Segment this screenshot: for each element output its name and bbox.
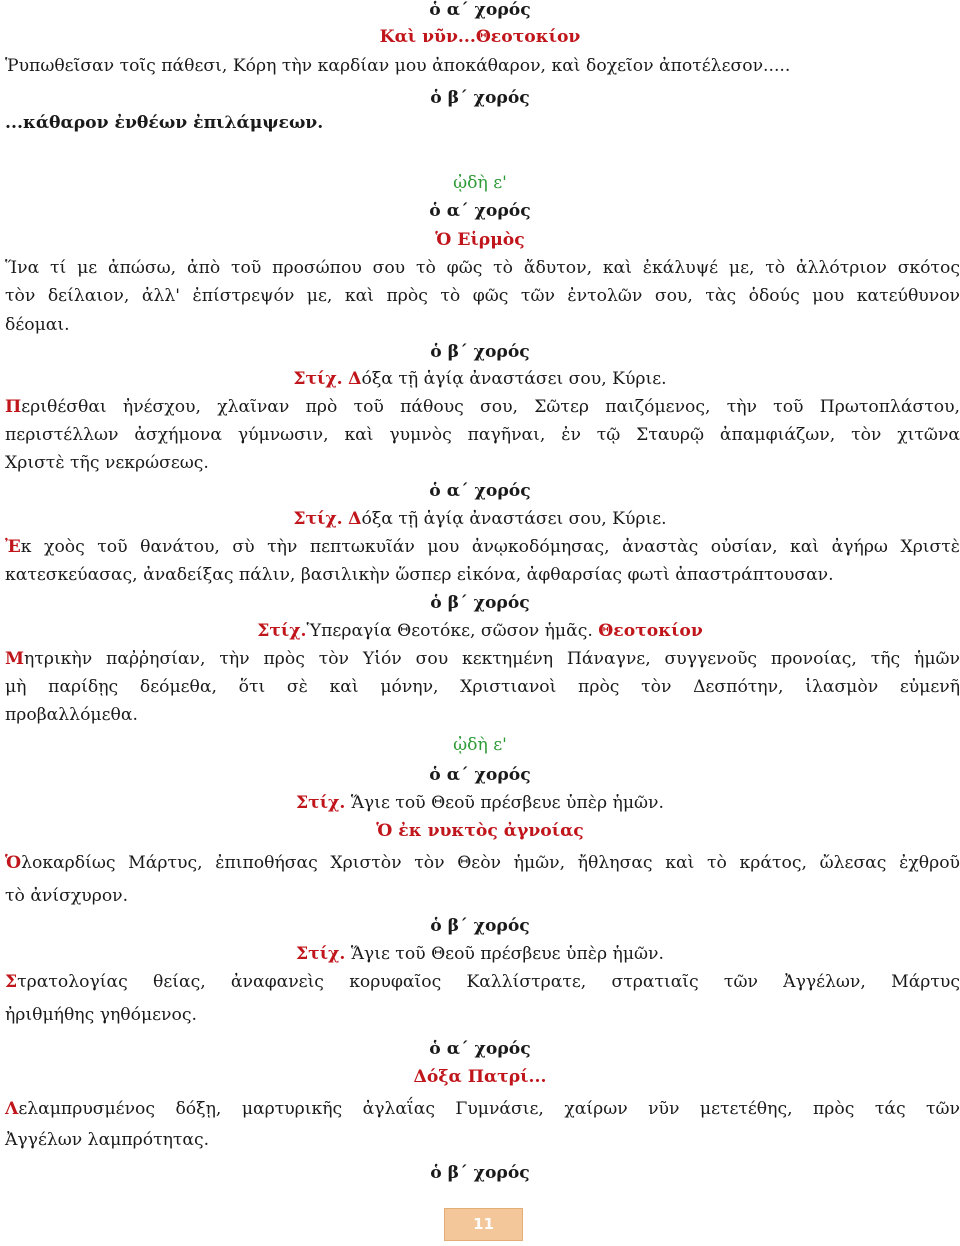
hymn-line: [5, 537, 960, 557]
choir-a-label: ὁ α΄ χορός: [429, 201, 531, 221]
stichos-initial: Δ: [348, 509, 362, 529]
choir-b-label: ὁ β΄ χορός: [430, 88, 530, 108]
hymn-line: [5, 397, 960, 417]
page-number: 11: [444, 1208, 523, 1241]
hymn-line: τὸ ἀνίσχυρον.: [5, 886, 129, 906]
choir-b-label: ὁ β΄ χορός: [430, 916, 530, 936]
hymn-line: περιστέλλων ἀσχήμονα γύμνωσιν, καὶ γυμνὸς παγῆναι, ἐν τῷ Σταυρῷ ἀπαμφιάζων, τὸν χιτῶνα: [5, 425, 960, 445]
hymn-line: προβαλλόμεθα.: [5, 705, 138, 725]
stichos-label: Στίχ.: [257, 621, 307, 641]
doxa-title: Δόξα Πατρί...: [413, 1067, 547, 1087]
stichos-text: όξα τῇ ἁγίᾳ ἀναστάσει σου, Κύριε.: [361, 369, 667, 389]
ode-heading: ᾠδὴ ε': [453, 173, 507, 193]
stichos-initial: Δ: [348, 369, 362, 389]
ode-heading: ᾠδὴ ε': [453, 735, 507, 755]
choir-b-label: ὁ β΄ χορός: [430, 1163, 530, 1183]
theotokion-label: Θεοτοκίον: [598, 621, 703, 641]
irmos-title: Ὁ ἐκ νυκτὸς ἀγνοίας: [376, 821, 584, 841]
stichos: [0, 944, 960, 964]
hymn-line: Χριστὲ τῆς νεκρώσεως.: [5, 453, 209, 473]
stichos: [0, 369, 960, 389]
hymn-ending: ...κάθαρον ἐνθέων ἐπιλάμψεων.: [5, 113, 324, 133]
hymn-line-text: κ χοὸς τοῦ θανάτου, σὺ τὴν πεπτωκυῖάν μου ἀνῳκοδόμησας, ἀναστὰς οὐσίαν, καὶ ἀγήρω Χριστὲ: [20, 537, 960, 557]
hymn-line: κατεσκεύασας, ἀναδείξας πάλιν, βασιλικὴν ὥσπερ εἰκόνα, ἀφθαρσίας φωτὶ ἀπαστράπτουσαν.: [5, 565, 834, 585]
hymn-line: [5, 853, 960, 873]
hymn-line: δέομαι.: [5, 315, 70, 335]
choir-a-label: ὁ α΄ χορός: [429, 481, 531, 501]
hymn-line: [5, 649, 960, 669]
hymn-text: Ῥυπωθεῖσαν τοῖς πάθεσι, Κόρη τὴν καρδίαν μου ἀποκάθαρον, καὶ δοχεῖον ἀπoτέλεσον.....: [5, 56, 791, 76]
irmos-title: Ὁ Εἱρμὸς: [435, 230, 525, 250]
stichos-label: Στίχ.: [293, 509, 343, 529]
drop-initial: Λ: [5, 1099, 19, 1119]
stichos: [0, 509, 960, 529]
stichos: [0, 793, 960, 813]
choir-a-label: ὁ α΄ χορός: [429, 1039, 531, 1059]
hymn-line-text: λοκαρδίως Μάρτυς, ἐπιποθήσας Χριστὸν τὸν Θεὸν ἡμῶν, ἤθλησας καὶ τὸ κράτος, ὤλεσας ἐχθροῦ: [21, 853, 960, 873]
hymn-line-text: τρατολογίας θείας, ἀναφανεὶς κορυφαῖος Καλλίστρατε, στρατιαῖς τῶν Ἀγγέλων, Μάρτυς: [17, 972, 960, 992]
hymn-line: ἠριθμήθης γηθόμενος.: [5, 1005, 197, 1025]
choir-a-label: ὁ α΄ χορός: [429, 765, 531, 785]
hymn-line: μὴ παρίδῃς δεόμεθα, ὅτι σὲ καὶ μόνην, Χριστιανοὶ πρὸς τὸν Δεσπότην, ἱλασμὸν εὐμενῆ: [5, 677, 960, 697]
stichos-text: Ἅγιε τοῦ Θεοῦ πρέσβευε ὑπὲρ ἡμῶν.: [350, 944, 664, 964]
choir-b-label: ὁ β΄ χορός: [430, 342, 530, 362]
stichos-text: Ὑπεραγία Θεοτόκε, σῶσον ἡμᾶς.: [306, 621, 593, 641]
stichos-text: Ἅγιε τοῦ Θεοῦ πρέσβευε ὑπὲρ ἡμῶν.: [350, 793, 664, 813]
hymn-line-text: εριθέσθαι ἠνέσχου, χλαῖναν πρὸ τοῦ πάθους σου, Σῶτερ παιζόμενος, τὴν τοῦ Πρωτοπλάστου,: [21, 397, 960, 417]
drop-initial: Π: [5, 397, 22, 417]
stichos-label: Στίχ.: [296, 793, 346, 813]
hymn-line: τὸν δείλαιον, ἀλλ' ἐπίστρεψόν με, καὶ πρὸς τὸ φῶς τῶν ἐντολῶν σου, τὰς ὁδούς μου κατεύθυνον: [5, 286, 960, 306]
choir-b-label: ὁ β΄ χορός: [430, 593, 530, 613]
hymn-line-text: ελαμπρυσμένος δόξῃ, μαρτυρικῆς ἀγλαΐας Γυμνάσιε, χαίρων νῦν μετετέθης, πρὸς τάς τῶν: [18, 1099, 960, 1119]
drop-initial: Ἐ: [5, 537, 21, 557]
hymn-line: Ἀγγέλων λαμπρότητας.: [5, 1130, 210, 1150]
hymn-line: [5, 1099, 960, 1119]
section-title: Καὶ νῦν...Θεοτοκίον: [379, 27, 581, 47]
hymn-line-text: ητρικὴν παῤῥησίαν, τὴν πρὸς τὸν Υἱόν σου κεκτημένη Πάναγνε, συγγενοῦς προνοίας, τῆς ἡμῶν: [24, 649, 960, 669]
drop-initial: Μ: [5, 649, 25, 669]
hymn-line: Ἵνα τί με ἀπώσω, ἀπὸ τοῦ προσώπου σου τὸ φῶς τὸ ἄδυτον, καὶ ἐκάλυψέ με, τὸ ἀλλότριον σκότος: [5, 258, 960, 278]
stichos: [0, 621, 960, 641]
drop-initial: Ὁ: [5, 853, 22, 873]
stichos-label: Στίχ.: [293, 369, 343, 389]
stichos-label: Στίχ.: [296, 944, 346, 964]
hymn-line: [5, 972, 960, 992]
drop-initial: Σ: [5, 972, 18, 992]
choir-a-label: ὁ α΄ χορός: [429, 0, 531, 20]
stichos-text: όξα τῇ ἁγίᾳ ἀναστάσει σου, Κύριε.: [361, 509, 667, 529]
